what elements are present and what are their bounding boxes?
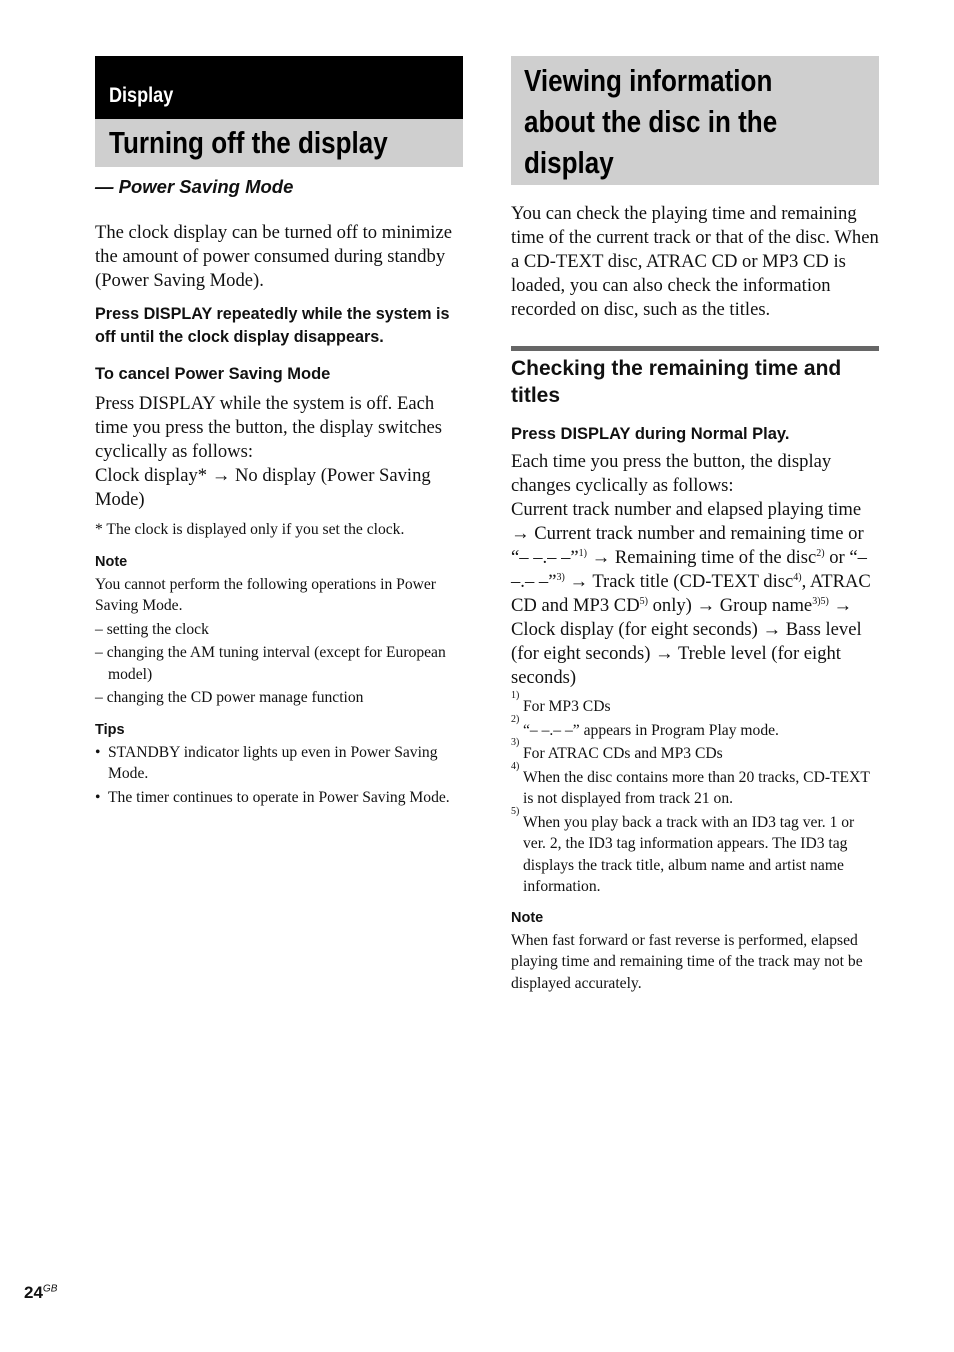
title-line: about the disc in the bbox=[524, 104, 778, 139]
page-suffix: GB bbox=[42, 1283, 58, 1295]
title-header bbox=[95, 119, 463, 167]
intro-paragraph: You can check the playing time and remaining time of the current track or that of the disc. When a CD-TEXT disc, ATRAC CD or MP3 CD is loaded, you can also check the information recorded on disc, such as the titles. bbox=[511, 203, 879, 320]
category-header bbox=[95, 56, 463, 119]
note-label: Note bbox=[511, 909, 544, 926]
tip-text: STANDBY indicator lights up even in Power Saving Mode. bbox=[108, 743, 438, 782]
instruction-step: Press DISPLAY during Normal Play. bbox=[511, 425, 790, 443]
title-line: display bbox=[524, 145, 614, 180]
note-label: Note bbox=[95, 553, 128, 570]
bullet-icon: • bbox=[95, 788, 101, 806]
cancel-body: Press DISPLAY while the system is off. Each time you press the button, the display switches cyclically as follows: bbox=[95, 393, 443, 462]
cancel-heading: To cancel Power Saving Mode bbox=[95, 365, 331, 383]
tips-label: Tips bbox=[95, 721, 125, 738]
cycle-sequence: Clock display* → No display (Power Saving Mode) bbox=[95, 465, 431, 510]
page-title: Turning off the display bbox=[109, 125, 388, 160]
note-item: – setting the clock bbox=[95, 620, 209, 638]
body-intro: Each time you press the button, the display changes cyclically as follows: bbox=[511, 451, 832, 496]
title-header bbox=[511, 56, 879, 185]
title-line: Viewing information bbox=[524, 63, 773, 98]
section-heading: Checking the remaining time and titles bbox=[511, 346, 879, 409]
right-column bbox=[511, 56, 879, 994]
footnote-item: 3) For ATRAC CDs and MP3 CDs bbox=[511, 737, 723, 762]
footnote-item: 5) When you play back a track with an ID3 tag ver. 1 or ver. 2, the ID3 tag information appears. The ID3 tag displays the track title, album name and artist name information. bbox=[511, 805, 855, 895]
note-item: – changing the CD power manage function bbox=[95, 689, 364, 706]
note-text: When fast forward or fast reverse is performed, elapsed playing time and remaining time of the track may not be displayed accurately. bbox=[511, 931, 863, 992]
left-column bbox=[95, 56, 463, 808]
page-number: $24^{GB}$ bbox=[24, 1283, 58, 1302]
tip-item bbox=[95, 742, 463, 785]
tip-text: The timer continues to operate in Power Saving Mode. bbox=[108, 788, 450, 806]
note-item: – changing the AM tuning interval (except for European model) bbox=[95, 644, 446, 683]
footnote-item: 4) When the disc contains more than 20 tracks, CD-TEXT is not displayed from track 21 on. bbox=[511, 760, 870, 807]
note-text: You cannot perform the following operations in Power Saving Mode. bbox=[95, 575, 436, 614]
intro-paragraph: The clock display can be turned off to minimize the amount of power consumed during standby (Power Saving Mode). bbox=[95, 222, 452, 291]
bullet-icon: • bbox=[95, 743, 101, 761]
tip-item bbox=[95, 787, 463, 809]
footnote: * The clock is displayed only if you set the clock. bbox=[95, 521, 405, 538]
footnote-item: 2) “– –.– –” appears in Program Play mode. bbox=[511, 713, 779, 739]
instruction-step: Press DISPLAY repeatedly while the system is off until the clock display disappears. bbox=[95, 305, 450, 346]
footnote-item: 1) For MP3 CDs bbox=[511, 690, 611, 715]
category-label: Display bbox=[109, 84, 174, 107]
subtitle: — Power Saving Mode bbox=[95, 176, 294, 197]
cycle-sequence: Current track number and elapsed playing time → Current track number and remaining time or “– –.– –”$^{1)}$ → Remaining time of the disc$^{2)}$ or “– –.– –”$^{3)}$ → Track title (CD-TEXT disc$^{4)}$, ATRAC CD and MP3 CD$^{5)}$ only) → Group name$^{3)5)}$ → Clock display (for eight seconds) → Bass level (for eight seconds) → Treble level (for eight seconds) bbox=[511, 499, 871, 688]
